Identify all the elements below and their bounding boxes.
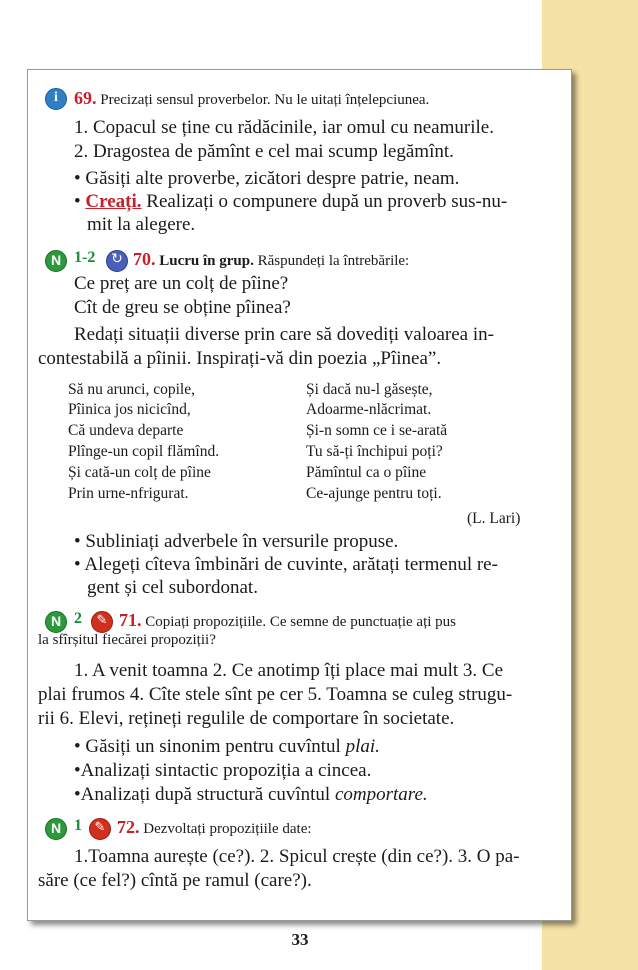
sentence-text: 1.Toamna aurește (ce?). 2. Spicul crește (din ce?). 3. O pa- (74, 846, 520, 867)
poem-line: Pîinica jos nicicînd, (68, 401, 191, 418)
poem-line: Tu să-ți închipui poți? (306, 443, 443, 460)
level-n-icon (45, 611, 67, 633)
level-n-icon (45, 818, 67, 840)
poem-line: Că undeva departe (68, 422, 184, 439)
page-number: 33 (291, 930, 309, 949)
poem-line: Adoarme-nlăcrimat. (306, 401, 432, 418)
sentence-text: săre (ce fel?) cîntă pe ramul (care?). (38, 870, 312, 891)
italic-word: comportare. (334, 784, 428, 805)
sentence-text: rii 6. Elevi, rețineți regulile de comportare în societate. (38, 708, 455, 729)
task-bullet: •Analizați după structură cuvîntul comportare. (74, 784, 428, 805)
task-bullet-continuation: gent și cel subordonat. (87, 577, 258, 598)
pencil-icon (91, 611, 113, 633)
task-text: contestabilă a pîinii. Inspirați-vă din poezia „Pîinea”. (38, 348, 442, 369)
proverb-2: 2. Dragostea de pămînt e cel mai scump legămînt. (74, 141, 454, 162)
poem-author: (L. Lari) (467, 510, 521, 527)
sentence-text: 1. A venit toamna 2. Ce anotimp îți place mai mult 3. Ce (74, 660, 504, 681)
poem-line: Ce-ajunge pentru toți. (306, 485, 442, 502)
exercise-70-title (133, 249, 409, 270)
question: Ce preț are un colț de pîine? (74, 273, 289, 294)
task-bullet: • Creați. Realizați o compunere după un proverb sus-nu- (74, 191, 508, 212)
exercise-71-header (74, 610, 82, 628)
poem-line: Și dacă nu-l găsește, (306, 381, 433, 398)
question: Cît de greu se obține pîinea? (74, 297, 291, 318)
italic-word: plai. (345, 736, 380, 757)
exercise-number: 70. (133, 249, 156, 269)
poem-line: Să nu arunci, copile, (68, 381, 195, 398)
sentence-text: plai frumos 4. Cîte stele sînt pe cer 5. Toamna se culeg strugu- (38, 684, 513, 705)
poem-line: Pămîntul ca o pîine (306, 464, 427, 481)
task-bullet-continuation: mit la alegere. (87, 214, 196, 235)
proverb-1: 1. Copacul se ține cu rădăcinile, iar omul cu neamurile. (74, 117, 494, 138)
info-icon (45, 88, 67, 110)
task-bullet: • Găsiți un sinonim pentru cuvîntul plai. (74, 736, 380, 757)
poem-line: Prin urne-nfrigurat. (68, 485, 189, 502)
level-n-icon (45, 250, 67, 272)
exercise-number: 71. (119, 610, 142, 630)
task-bullet: • Găsiți alte proverbe, zicători despre patrie, neam. (74, 168, 460, 189)
exercise-69-header (74, 88, 429, 109)
exercise-instruction-continuation: la sfîrșitul fiecărei propoziții? (38, 632, 216, 648)
exercise-instruction: Dezvoltați propozițiile date: (143, 821, 312, 837)
exercise-72-header (74, 817, 82, 835)
exercise-title: Lucru în grup. (159, 253, 254, 269)
exercise-instruction: Precizați sensul proverbelor. Nu le uitați înțelepciunea. (100, 92, 430, 108)
level-label: 1 (74, 817, 82, 834)
exercise-70-header (74, 249, 95, 267)
poem-line: Și cată-un colț de pîine (68, 464, 211, 481)
poem-line: Plînge-un copil flămînd. (68, 443, 220, 460)
creati-keyword: Creați. (85, 191, 142, 212)
task-bullet: • Subliniați adverbele în versurile propuse. (74, 531, 399, 552)
exercise-72-title (117, 817, 312, 838)
exercise-number: 69. (74, 88, 97, 108)
poem-line: Și-n somn ce i se-arată (306, 422, 448, 439)
pencil-icon (89, 818, 111, 840)
level-label: 2 (74, 610, 82, 627)
task-bullet: • Alegeți cîteva îmbinări de cuvinte, arătați termenul re- (74, 554, 498, 575)
exercise-instruction: Răspundeți la întrebările: (253, 253, 410, 269)
exercise-instruction: Copiați propozițiile. Ce semne de punctuație ați pus (145, 614, 457, 630)
exercise-71-title (119, 610, 456, 631)
task-text: Redați situații diverse prin care să dovediți valoarea in- (74, 324, 494, 345)
group-work-icon (106, 250, 128, 272)
exercise-number: 72. (117, 817, 140, 837)
task-bullet: •Analizați sintactic propoziția a cincea. (74, 760, 372, 781)
level-label: 1-2 (74, 249, 96, 266)
